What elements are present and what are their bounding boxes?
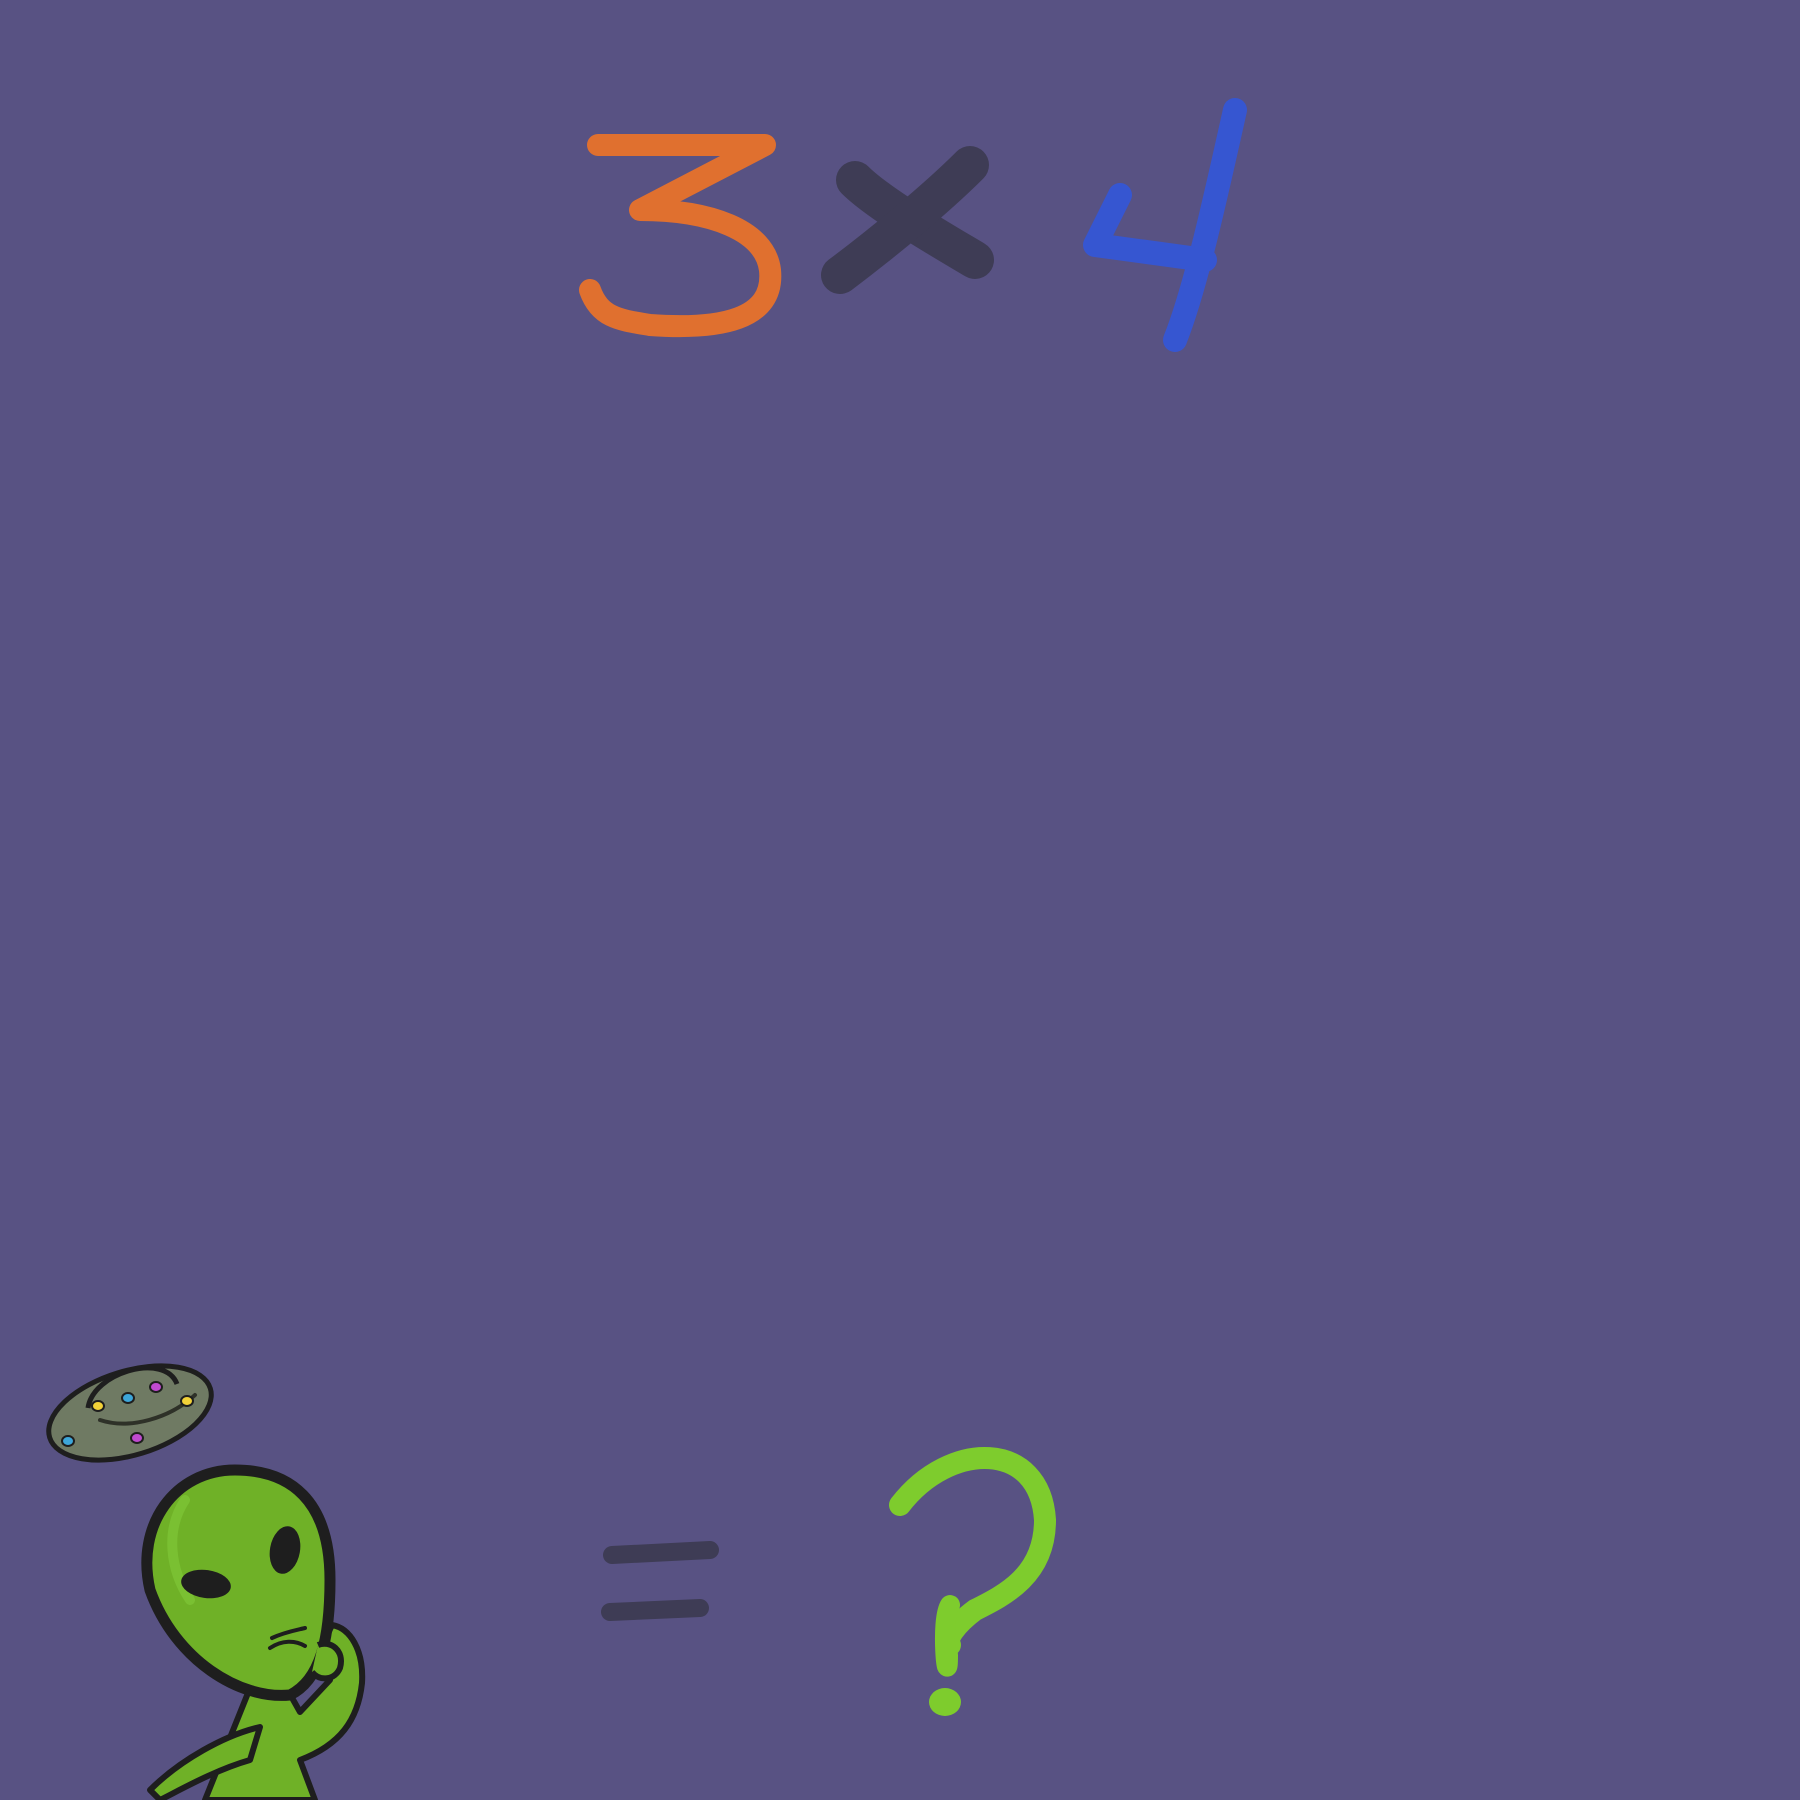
operand-a: [590, 145, 770, 326]
ufo-icon: [37, 1348, 222, 1477]
operator-multiply: [840, 165, 975, 275]
operand-b: [1095, 110, 1235, 340]
equals-sign: [610, 1550, 710, 1612]
answer-question-mark[interactable]: [900, 1458, 1045, 1716]
alien-thinking-icon: [147, 1470, 362, 1800]
